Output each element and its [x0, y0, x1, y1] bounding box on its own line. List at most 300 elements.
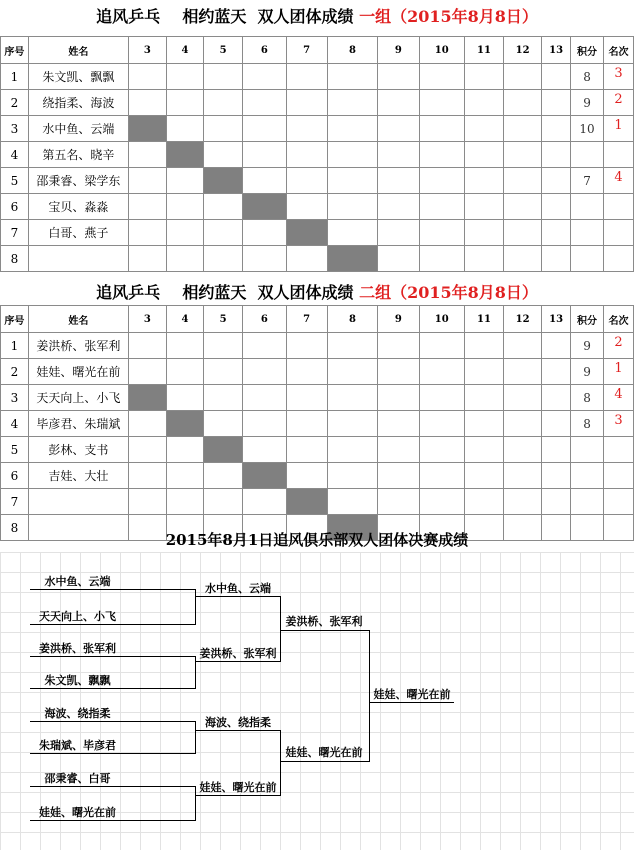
header-round: 13 [542, 306, 571, 333]
row-points [571, 489, 604, 515]
table-row [1, 333, 634, 359]
header-round: 5 [204, 37, 243, 64]
table-row [1, 116, 634, 142]
row-points [571, 220, 604, 246]
score-cell [204, 333, 243, 359]
row-name: 娃娃、曙光在前 [28, 359, 128, 385]
score-cell [166, 489, 203, 515]
row-name [28, 489, 128, 515]
bracket-line [30, 786, 195, 787]
row-points: 8 [571, 411, 604, 437]
row-rank: 4 [604, 385, 634, 411]
header-points: 积分 [571, 306, 604, 333]
row-points [571, 194, 604, 220]
final-title: 2015年8月1日追风俱乐部双人团体决赛成绩 [165, 531, 469, 549]
score-cell [378, 333, 419, 359]
score-cell [378, 246, 419, 272]
score-cell [464, 168, 503, 194]
group2-title-group: 二组（2015年8月8日） [359, 283, 538, 302]
row-name: 第五名、晓辛 [28, 142, 128, 168]
score-cell [327, 90, 378, 116]
row-name: 姜洪桥、张军利 [28, 333, 128, 359]
score-cell [243, 220, 286, 246]
row-seq: 6 [1, 194, 29, 220]
score-cell [327, 359, 378, 385]
score-cell [128, 333, 166, 359]
score-cell [542, 463, 571, 489]
row-points: 9 [571, 90, 604, 116]
table-row [1, 64, 634, 90]
score-cell [419, 463, 464, 489]
score-cell [243, 437, 286, 463]
diagonal-cell [166, 142, 203, 168]
header-row [1, 306, 634, 333]
score-cell [327, 333, 378, 359]
score-cell [464, 142, 503, 168]
score-cell [243, 359, 286, 385]
diagonal-cell [327, 246, 378, 272]
score-cell [327, 385, 378, 411]
score-cell [166, 168, 203, 194]
score-cell [464, 359, 503, 385]
header-round: 4 [166, 37, 203, 64]
score-cell [166, 194, 203, 220]
score-cell [243, 411, 286, 437]
header-round: 8 [327, 306, 378, 333]
bracket-line [30, 721, 195, 722]
header-seq: 序号 [1, 306, 29, 333]
bracket-line [370, 702, 454, 703]
row-rank: 2 [604, 333, 634, 359]
score-cell [286, 142, 327, 168]
score-cell [286, 90, 327, 116]
score-cell [286, 168, 327, 194]
score-cell [286, 194, 327, 220]
header-round: 5 [204, 306, 243, 333]
score-cell [542, 385, 571, 411]
bracket-team: 朱文凯、飘飘 [44, 674, 111, 687]
score-cell [128, 463, 166, 489]
table-row [1, 437, 634, 463]
score-cell [204, 489, 243, 515]
table-row [1, 90, 634, 116]
row-seq: 2 [1, 359, 29, 385]
group2-score-table [0, 305, 634, 541]
score-cell [378, 168, 419, 194]
score-cell [243, 90, 286, 116]
score-cell [419, 489, 464, 515]
score-cell [327, 220, 378, 246]
score-cell [542, 116, 571, 142]
score-cell [419, 90, 464, 116]
score-cell [128, 489, 166, 515]
score-cell [286, 333, 327, 359]
row-seq: 1 [1, 64, 29, 90]
score-cell [286, 359, 327, 385]
row-seq: 5 [1, 168, 29, 194]
group2-title [0, 281, 634, 305]
score-cell [464, 64, 503, 90]
score-cell [286, 385, 327, 411]
diagonal-cell [286, 489, 327, 515]
group1-title-group: 一组（2015年8月8日） [359, 7, 538, 26]
score-cell [243, 489, 286, 515]
bracket-team: 姜洪桥、张军利 [199, 647, 277, 660]
diagonal-cell [204, 168, 243, 194]
score-cell [504, 90, 542, 116]
row-rank: 3 [604, 411, 634, 437]
score-cell [419, 385, 464, 411]
row-seq: 3 [1, 116, 29, 142]
score-cell [243, 168, 286, 194]
bracket-team: 水中鱼、云端 [205, 582, 271, 595]
diagonal-cell [204, 437, 243, 463]
header-seq: 序号 [1, 37, 29, 64]
header-round: 4 [166, 306, 203, 333]
score-cell [464, 437, 503, 463]
bracket-line [280, 730, 281, 796]
score-cell [504, 411, 542, 437]
table-row [1, 142, 634, 168]
score-cell [128, 220, 166, 246]
score-cell [419, 333, 464, 359]
row-seq: 1 [1, 333, 29, 359]
table-row [1, 194, 634, 220]
bracket-line [30, 589, 195, 590]
row-name: 毕彦君、朱瑞斌 [28, 411, 128, 437]
score-cell [204, 220, 243, 246]
score-cell [166, 359, 203, 385]
bracket-line [196, 795, 280, 796]
score-cell [542, 359, 571, 385]
score-cell [504, 168, 542, 194]
bracket-team: 海波、绕指柔 [205, 716, 271, 729]
header-round: 10 [419, 306, 464, 333]
score-cell [378, 437, 419, 463]
score-cell [542, 333, 571, 359]
score-cell [128, 194, 166, 220]
score-cell [204, 194, 243, 220]
score-cell [378, 463, 419, 489]
header-round: 12 [504, 37, 542, 64]
header-row [1, 37, 634, 64]
score-cell [464, 489, 503, 515]
score-cell [464, 194, 503, 220]
table-row [1, 489, 634, 515]
score-cell [419, 168, 464, 194]
bracket-line [280, 596, 281, 662]
header-round: 7 [286, 37, 327, 64]
bracket-line [281, 761, 369, 762]
row-seq: 2 [1, 90, 29, 116]
row-name: 吉娃、大壮 [28, 463, 128, 489]
score-cell [128, 90, 166, 116]
bracket-line [30, 753, 195, 754]
score-cell [464, 411, 503, 437]
bracket-team: 娃娃、曙光在前 [373, 688, 451, 701]
bracket-line [196, 661, 280, 662]
row-points: 9 [571, 359, 604, 385]
score-cell [243, 246, 286, 272]
score-cell [542, 411, 571, 437]
score-cell [204, 64, 243, 90]
header-round: 6 [243, 37, 286, 64]
bracket-team: 娃娃、曙光在前 [199, 781, 277, 794]
header-rank: 名次 [604, 306, 634, 333]
score-cell [128, 359, 166, 385]
table-row [1, 246, 634, 272]
row-points [571, 463, 604, 489]
score-cell [378, 194, 419, 220]
score-cell [166, 220, 203, 246]
row-name [28, 246, 128, 272]
score-cell [504, 489, 542, 515]
score-cell [204, 385, 243, 411]
group1-score-table [0, 36, 634, 272]
score-cell [166, 463, 203, 489]
score-cell [286, 246, 327, 272]
row-points: 10 [571, 116, 604, 142]
row-name: 水中鱼、云端 [28, 116, 128, 142]
bracket-line [30, 656, 195, 657]
row-seq: 7 [1, 220, 29, 246]
score-cell [542, 246, 571, 272]
group2-title-main: 追风乒乓 相约蓝天 双人团体成绩 [96, 283, 354, 302]
score-cell [128, 411, 166, 437]
score-cell [128, 142, 166, 168]
score-cell [504, 246, 542, 272]
score-cell [378, 142, 419, 168]
score-cell [378, 411, 419, 437]
score-cell [327, 489, 378, 515]
score-cell [504, 116, 542, 142]
row-seq: 7 [1, 489, 29, 515]
score-cell [542, 437, 571, 463]
score-cell [243, 385, 286, 411]
diagonal-cell [166, 411, 203, 437]
score-cell [378, 359, 419, 385]
group1-title [0, 5, 634, 29]
score-cell [327, 64, 378, 90]
bracket-team: 海波、绕指柔 [44, 707, 111, 720]
score-cell [504, 463, 542, 489]
table-row [1, 220, 634, 246]
bracket-line [196, 730, 280, 731]
score-cell [504, 220, 542, 246]
row-points [571, 142, 604, 168]
bracket-line [30, 820, 195, 821]
score-cell [419, 437, 464, 463]
score-cell [419, 142, 464, 168]
bracket-team: 娃娃、曙光在前 [285, 746, 363, 759]
score-cell [243, 116, 286, 142]
row-seq: 5 [1, 437, 29, 463]
table-row [1, 385, 634, 411]
score-cell [464, 220, 503, 246]
score-cell [128, 246, 166, 272]
row-seq: 8 [1, 515, 29, 541]
score-cell [464, 90, 503, 116]
diagonal-cell [286, 220, 327, 246]
header-round: 9 [378, 306, 419, 333]
score-cell [542, 194, 571, 220]
score-cell [166, 90, 203, 116]
score-cell [542, 64, 571, 90]
score-cell [464, 463, 503, 489]
score-cell [204, 246, 243, 272]
row-rank: 4 [604, 168, 634, 194]
score-cell [504, 64, 542, 90]
bracket-team: 姜洪桥、张军利 [39, 642, 116, 655]
score-cell [327, 142, 378, 168]
score-cell [327, 194, 378, 220]
row-name: 白哥、燕子 [28, 220, 128, 246]
score-cell [504, 333, 542, 359]
row-rank [604, 463, 634, 489]
score-cell [378, 489, 419, 515]
bracket-line [30, 688, 195, 689]
score-cell [166, 116, 203, 142]
score-cell [419, 246, 464, 272]
row-seq: 4 [1, 142, 29, 168]
score-cell [327, 463, 378, 489]
bracket-team: 姜洪桥、张军利 [285, 615, 363, 628]
header-points: 积分 [571, 37, 604, 64]
score-cell [128, 168, 166, 194]
score-cell [504, 142, 542, 168]
header-round: 11 [464, 306, 503, 333]
score-cell [419, 116, 464, 142]
score-cell [378, 116, 419, 142]
header-round: 10 [419, 37, 464, 64]
score-cell [542, 90, 571, 116]
score-cell [166, 246, 203, 272]
score-cell [542, 168, 571, 194]
row-points [571, 246, 604, 272]
score-cell [243, 64, 286, 90]
row-rank: 2 [604, 90, 634, 116]
header-name: 姓名 [28, 306, 128, 333]
score-cell [419, 359, 464, 385]
row-name: 宝贝、淼淼 [28, 194, 128, 220]
score-cell [504, 359, 542, 385]
score-cell [286, 411, 327, 437]
row-rank: 3 [604, 64, 634, 90]
row-name: 朱文凯、飘飘 [28, 64, 128, 90]
header-round: 3 [128, 306, 166, 333]
score-cell [204, 142, 243, 168]
score-cell [204, 90, 243, 116]
bracket-team: 邵秉睿、白哥 [44, 772, 111, 785]
score-cell [542, 489, 571, 515]
header-round: 8 [327, 37, 378, 64]
score-cell [286, 437, 327, 463]
table-row [1, 411, 634, 437]
score-cell [419, 220, 464, 246]
score-cell [327, 437, 378, 463]
score-cell [464, 246, 503, 272]
diagonal-cell [243, 463, 286, 489]
row-seq: 8 [1, 246, 29, 272]
bracket-team: 水中鱼、云端 [44, 575, 111, 588]
header-round: 7 [286, 306, 327, 333]
score-cell [419, 194, 464, 220]
score-cell [464, 385, 503, 411]
row-name: 天天向上、小飞 [28, 385, 128, 411]
score-cell [378, 220, 419, 246]
bracket-team: 朱瑞斌、毕彦君 [39, 739, 116, 752]
header-rank: 名次 [604, 37, 634, 64]
score-cell [327, 116, 378, 142]
row-rank [604, 142, 634, 168]
score-cell [542, 142, 571, 168]
table-row [1, 463, 634, 489]
bracket-line [30, 624, 195, 625]
score-cell [504, 385, 542, 411]
row-rank: 1 [604, 359, 634, 385]
row-seq: 6 [1, 463, 29, 489]
row-points: 8 [571, 64, 604, 90]
header-round: 6 [243, 306, 286, 333]
bracket-line [196, 596, 280, 597]
row-name: 绕指柔、海波 [28, 90, 128, 116]
header-round: 13 [542, 37, 571, 64]
row-seq: 4 [1, 411, 29, 437]
table-row [1, 168, 634, 194]
score-cell [243, 142, 286, 168]
score-cell [128, 437, 166, 463]
score-cell [327, 411, 378, 437]
score-cell [464, 333, 503, 359]
header-round: 11 [464, 37, 503, 64]
score-cell [166, 64, 203, 90]
row-rank [604, 437, 634, 463]
score-cell [419, 411, 464, 437]
bracket-line [281, 630, 369, 631]
score-cell [286, 116, 327, 142]
score-cell [128, 64, 166, 90]
score-cell [378, 385, 419, 411]
row-points: 9 [571, 333, 604, 359]
row-rank [604, 220, 634, 246]
score-cell [204, 463, 243, 489]
score-cell [166, 333, 203, 359]
score-cell [419, 64, 464, 90]
score-cell [166, 385, 203, 411]
header-name: 姓名 [28, 37, 128, 64]
row-name: 彭林、支书 [28, 437, 128, 463]
score-cell [378, 90, 419, 116]
score-cell [286, 463, 327, 489]
row-name: 邵秉睿、梁学东 [28, 168, 128, 194]
row-rank [604, 194, 634, 220]
header-round: 3 [128, 37, 166, 64]
score-cell [204, 116, 243, 142]
row-points: 7 [571, 168, 604, 194]
diagonal-cell [128, 385, 166, 411]
header-round: 9 [378, 37, 419, 64]
header-round: 12 [504, 306, 542, 333]
score-cell [378, 64, 419, 90]
bracket-team: 娃娃、曙光在前 [39, 806, 116, 819]
table-row [1, 359, 634, 385]
score-cell [204, 359, 243, 385]
score-cell [542, 220, 571, 246]
row-rank [604, 246, 634, 272]
diagonal-cell [243, 194, 286, 220]
score-cell [286, 64, 327, 90]
score-cell [243, 333, 286, 359]
